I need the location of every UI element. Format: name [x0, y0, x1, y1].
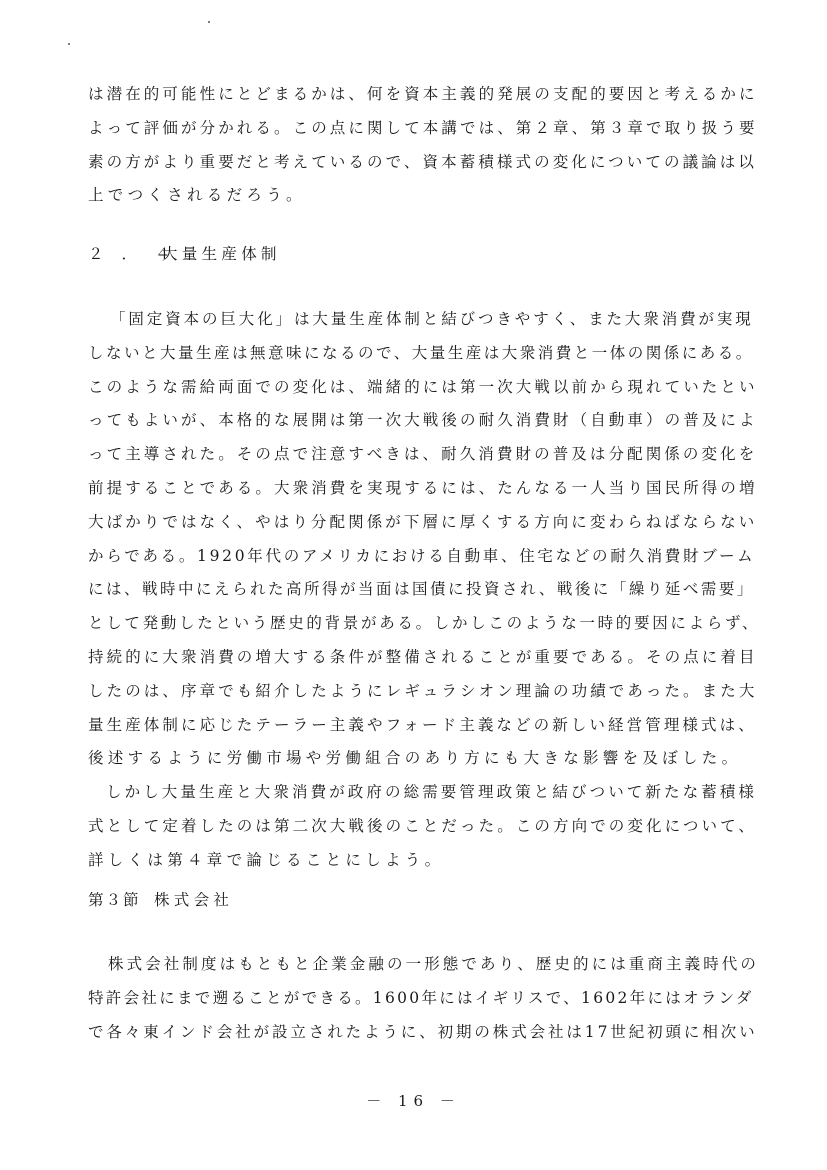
text-line: しかし大量生産と大衆消費が政府の総需要管理政策と結びついて新たな蓄積様 — [106, 783, 758, 802]
section-number: ２．４ — [88, 245, 189, 263]
text-line: 前提することである。大衆消費を実現するには、たんなる一人当り国民所得の増 — [88, 478, 758, 497]
text-line: 素の方がより重要だと考えているので、資本蓄積様式の変化についての議論は以 — [88, 152, 757, 171]
text-line: 量生産体制に応じたテーラー主義やフォード主義などの新しい経営管理様式は、 — [88, 715, 757, 734]
text-line: ってもよいが、本格的な展開は第一次大戦後の耐久消費財（自動車）の普及によ — [88, 411, 758, 430]
text-line: このような需給両面での変化は、端緒的には第一次大戦以前から現れていたとい — [88, 377, 758, 396]
text-line: って主導された。その点で注意すべきは、耐久消費財の普及は分配関係の変化を — [88, 445, 758, 464]
text-line: したのは、序章でも紹介したようにレギュラシオン理論の功績であった。また大 — [88, 681, 758, 700]
text-line: 式として定着したのは第二次大戦後のことだった。この方向での変化について、 — [88, 816, 757, 835]
paragraph-joint-stock-company — [88, 948, 760, 1049]
page-number: － 16 － — [366, 1092, 461, 1110]
text-line: 大ばかりではなく、やはり分配関係が下層に厚くする方向に変わらねばならない — [88, 512, 758, 531]
text-line: 株式会社制度はもともと企業金融の一形態であり、歴史的には重商主義時代の — [108, 955, 760, 973]
scan-speck — [68, 43, 70, 45]
text-line: には、戦時中にえられた高所得が当面は国債に投資され、戦後に「繰り延べ需要」 — [88, 580, 755, 599]
section-title: 株式会社 — [154, 891, 234, 909]
section-number: 第３節 — [88, 891, 141, 909]
text-line: として発動したという歴史的背景がある。しかしこのような一時的要因によらず、 — [88, 614, 761, 633]
text-line: 上でつくされるだろう。 — [88, 186, 306, 205]
top-paragraph — [88, 78, 760, 213]
section-heading-2-4 — [88, 242, 281, 264]
text-line: 持続的に大衆消費の増大する条件が整備されることが重要である。その点に着目 — [88, 647, 758, 666]
text-line: 詳しくは第４章で論じることにしよう。 — [88, 850, 445, 869]
text-line: 「固定資本の巨大化」は大量生産体制と結びつきやすく、また大衆消費が実現 — [110, 310, 754, 328]
paragraph-mass-production — [88, 303, 760, 878]
text-line: よって評価が分かれる。この点に関して本講では、第２章、第３章で取り扱う要 — [88, 118, 758, 137]
text-line: で各々東インド会社が設立されたように、初期の株式会社は17世紀初頭に相次い — [88, 1022, 758, 1041]
text-line: 後述するように労働市場や労働組合のあり方にも大きな影響を及ぼした。 — [88, 749, 742, 768]
scan-speck — [208, 21, 210, 23]
text-line: は潜在的可能性にとどまるかは、何を資本主義的発展の支配的要因と考えるかに — [88, 85, 758, 103]
section-heading-3 — [88, 888, 233, 910]
section-title: 大量生産体制 — [162, 245, 281, 263]
text-line: しないと大量生産は無意味になるので、大量生産は大衆消費と一体の関係にある。 — [88, 343, 754, 362]
text-line: 特許会社にまで遡ることができる。1600年にはイギリスで、1602年にはオランダ — [88, 988, 754, 1007]
text-line: からである。1920年代のアメリカにおける自動車、住宅などの耐久消費財ブーム — [88, 546, 756, 565]
